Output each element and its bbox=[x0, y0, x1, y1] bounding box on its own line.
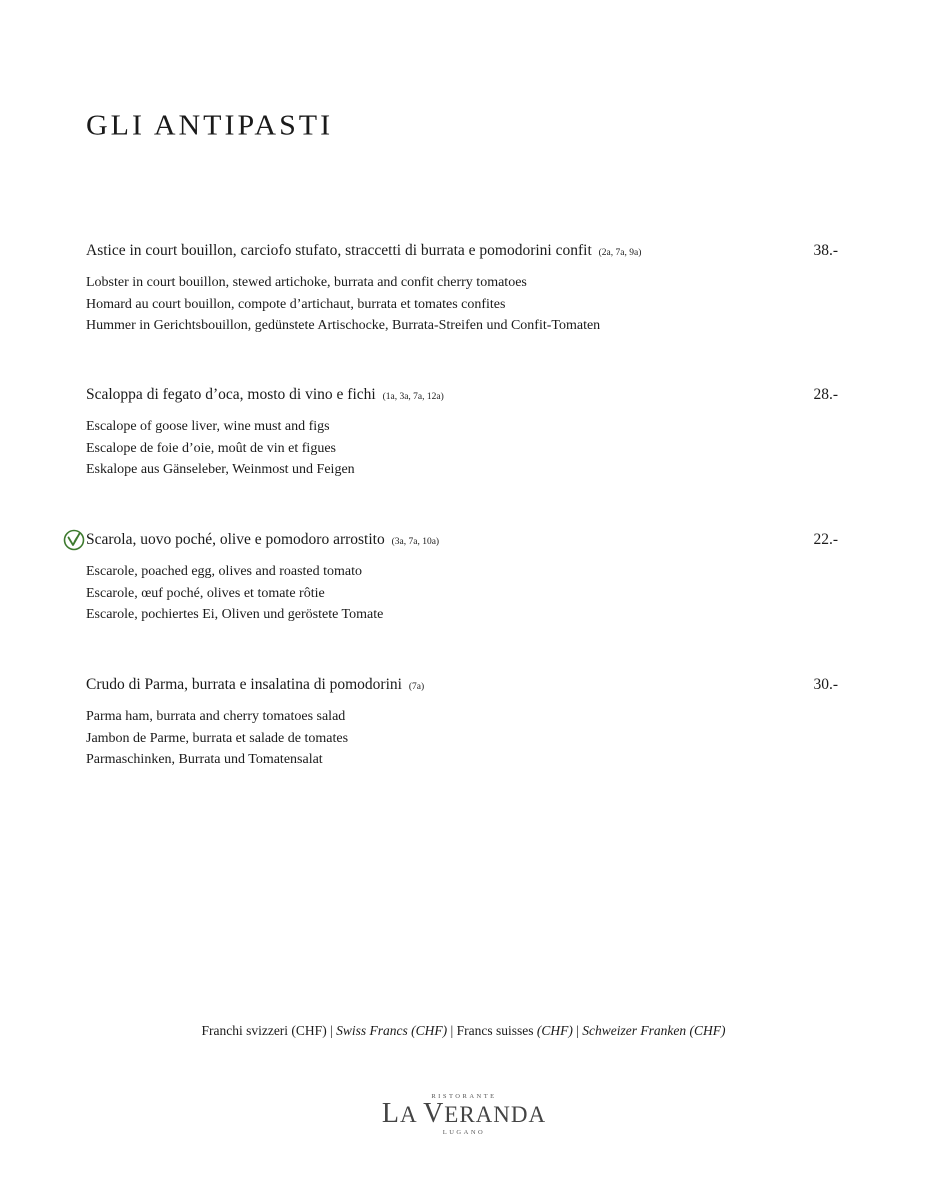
logo-name: LA VERANDA bbox=[381, 1098, 547, 1129]
dish-price: 22.- bbox=[813, 531, 838, 548]
menu-item bbox=[86, 385, 838, 481]
currency-fr: Francs suisses bbox=[456, 1023, 534, 1038]
translation-de: Parmaschinken, Burrata und Tomatensalat bbox=[86, 752, 323, 767]
dish-price: 38.- bbox=[813, 242, 838, 259]
dish-translations bbox=[86, 416, 838, 481]
separator: | bbox=[576, 1023, 579, 1038]
dish-translations bbox=[86, 272, 838, 337]
translation-fr: Jambon de Parme, burrata et salade de tomates bbox=[86, 730, 349, 746]
translation-en: Lobster in court bouillon, stewed artichoke, burrata and confit cherry tomatoes bbox=[86, 275, 527, 290]
dish-name: Scarola, uovo poché, olive e pomodoro arrostito (3a, 7a, 10a) bbox=[86, 531, 440, 548]
allergen-codes: (3a, 7a, 10a) bbox=[391, 537, 440, 547]
dish-translations bbox=[86, 706, 838, 771]
translation-de: Eskalope aus Gänseleber, Weinmost und Feigen bbox=[86, 462, 355, 477]
translation-fr: Homard au court bouillon, compote d’artichaut, burrata et tomates confites bbox=[86, 296, 506, 312]
restaurant-logo bbox=[364, 1092, 564, 1138]
translation-en: Escarole, poached egg, olives and roasted tomato bbox=[86, 564, 363, 579]
currency-it: Franchi svizzeri (CHF) bbox=[201, 1023, 327, 1038]
translation-fr: Escalope de foie d’oie, moût de vin et figues bbox=[86, 440, 336, 456]
menu-item bbox=[86, 530, 838, 626]
dish-price: 28.- bbox=[813, 386, 838, 403]
dish-name: Scaloppa di fegato d’oca, mosto di vino e fichi (1a, 3a, 7a, 12a) bbox=[86, 386, 444, 403]
menu-item bbox=[86, 675, 838, 771]
currency-de: Schweizer Franken (CHF) bbox=[582, 1023, 726, 1038]
page-title: GLI ANTIPASTI bbox=[86, 109, 334, 142]
separator: | bbox=[450, 1023, 454, 1038]
logo-top-text: RISTORANTE bbox=[431, 1093, 497, 1100]
currency-fr-code: (CHF) bbox=[536, 1023, 573, 1038]
dish-name: Astice in court bouillon, carciofo stufato, straccetti di burrata e pomodorini confit (2a, 7a, 9a) bbox=[86, 242, 642, 259]
separator: | bbox=[330, 1023, 333, 1038]
menu-item-header bbox=[86, 530, 838, 552]
menu-item-header bbox=[86, 385, 838, 407]
allergen-codes: (7a) bbox=[408, 682, 425, 692]
translation-en: Escalope of goose liver, wine must and figs bbox=[86, 419, 330, 434]
translation-en: Parma ham, burrata and cherry tomatoes salad bbox=[86, 709, 346, 724]
translation-fr: Escarole, œuf poché, olives et tomate rôtie bbox=[86, 585, 325, 601]
dish-name: Crudo di Parma, burrata e insalatina di pomodorini (7a) bbox=[86, 676, 425, 693]
menu-item-header bbox=[86, 675, 838, 697]
currency-note bbox=[0, 1022, 927, 1040]
dish-translations bbox=[86, 561, 838, 626]
allergen-codes: (1a, 3a, 7a, 12a) bbox=[382, 392, 444, 402]
menu-item bbox=[86, 241, 838, 337]
currency-en: Swiss Francs (CHF) bbox=[336, 1023, 448, 1038]
translation-de: Hummer in Gerichtsbouillon, gedünstete Artischocke, Burrata-Streifen und Confit-Tomaten bbox=[86, 318, 601, 333]
vegetarian-leaf-icon bbox=[63, 529, 85, 551]
logo-bottom-text: LUGANO bbox=[442, 1129, 486, 1136]
allergen-codes: (2a, 7a, 9a) bbox=[598, 248, 642, 258]
translation-de: Escarole, pochiertes Ei, Oliven und geröstete Tomate bbox=[86, 607, 384, 622]
dish-price: 30.- bbox=[813, 676, 838, 693]
menu-item-header bbox=[86, 241, 838, 263]
